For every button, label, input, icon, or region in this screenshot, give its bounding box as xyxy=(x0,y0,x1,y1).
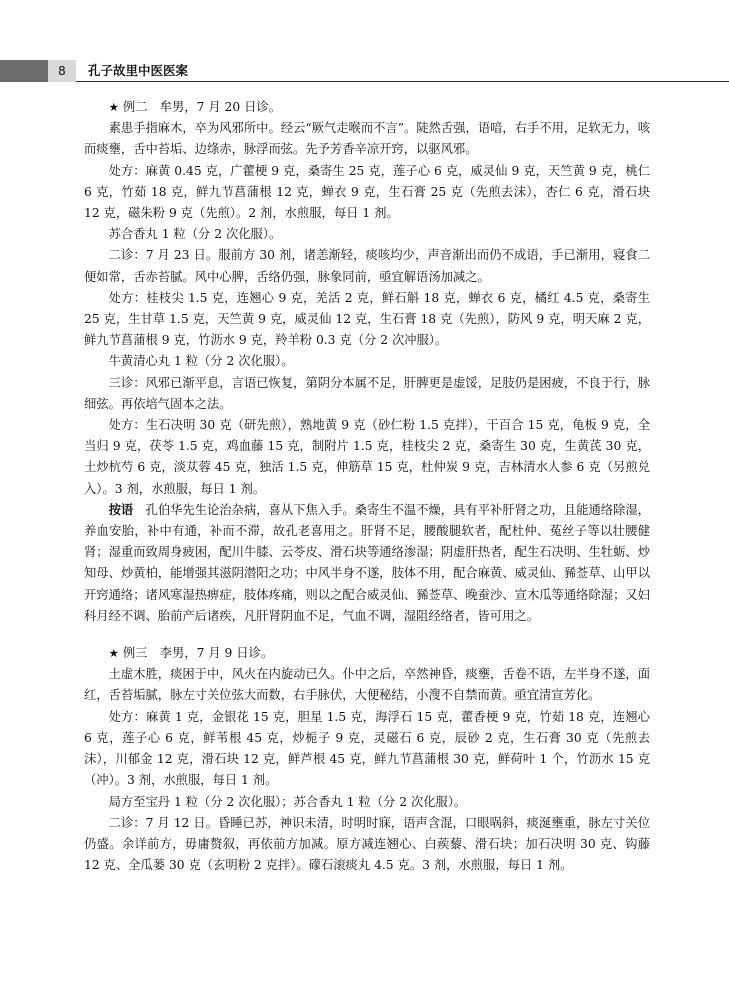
header-band xyxy=(0,60,48,82)
case-2-paragraph: 素患手指麻木，卒为风邪所中。经云“厥气走喉而不言”。陡然舌强，语喑，右手不用，足软无力，咳而痰壅，舌中苔垢、边绦赤，脉浮而弦。先予芳香辛凉开窍，以驱风邪。 xyxy=(84,121,650,157)
case-2-paragraph: 处方：生石决明 30 克（研先煎），熟地黄 9 克（砂仁粉 1.5 克拌），干百合 15 克，龟板 9 克，全当归 9 克，茯苓 1.5 克，鸡血藤 15 克，制附片 1.5 克，桂枝尖 2 克，桑寄生 30 克，生黄芪 30 克，土炒杭芍 6 克，淡苁蓉 45 克，独活 1.5 克，伸筋草 15 克，杜仲炭 9 克，吉林清水人参 6 克（另煎兑入）。3 剂，水煎服，每日 1 剂。 xyxy=(84,418,650,496)
commentary-label: 按语 xyxy=(108,502,134,517)
star-icon: ★ xyxy=(108,646,119,661)
header-rule xyxy=(76,81,729,82)
page-body xyxy=(84,97,650,876)
case-3-title xyxy=(84,643,650,664)
case-3-title-text: 例三 李男，7 月 9 日诊。 xyxy=(122,646,274,661)
case-2-paragraph: 处方：桂枝尖 1.5 克，连翘心 9 克，羌活 2 克，鲜石斛 18 克，蝉衣 6 克，橘红 4.5 克，桑寄生 25 克，生甘草 1.5 克，天竺黄 9 克，威灵仙 12 克，生石膏 18 克（先煎），防风 9 克，明天麻 2 克，鲜九节菖蒲根 9 克，竹沥水 9 克，羚羊粉 0.3 克（分 2 次冲服）。 xyxy=(84,290,650,348)
case-3-paragraph: 处方：麻黄 1 克，金银花 15 克，胆星 1.5 克，海浮石 15 克，藿香梗 9 克，竹茹 18 克，连翘心 6 克，莲子心 6 克，鲜苇根 45 克，炒栀子 9 克，灵磁石 6 克，辰砂 2 克，生石膏 30 克（先煎去沫），川郁金 12 克，滑石块 12 克，鲜芦根 45 克，鲜九节菖蒲根 30 克，鲜荷叶 1 个，竹沥水 15 克（冲）。3 剂，水煎服，每日 1 剂。 xyxy=(84,709,650,788)
running-title: 孔子故里中医医案 xyxy=(88,63,189,78)
case-2-paragraph: 处方：麻黄 0.45 克，广藿梗 9 克，桑寄生 25 克，莲子心 6 克，威灵仙 9 克，天竺黄 9 克，桃仁 6 克，竹茹 18 克，鲜九节菖蒲根 12 克，蝉衣 9 克，生石膏 25 克（先煎去沫），杏仁 6 克，滑石块 12 克，磁朱粉 9 克（先煎）。2 剂，水煎服，每日 1 剂。 xyxy=(84,163,650,221)
case-2-paragraph: 苏合香丸 1 粒（分 2 次化服）。 xyxy=(108,227,282,242)
case-2-paragraph: 三诊：风邪已渐平息，言语已恢复，第阴分本属不足，肝脾更是虚馁，足肢仍是困疲，不良于行，脉细弦。再依培气固本之法。 xyxy=(84,375,650,411)
case-2-paragraph: 二诊：7 月 23 日。服前方 30 剂，诸恙渐轻，痰咳均少，声音渐出而仍不成语，手已渐用，寝食二便如常，舌赤苔腻。风中心脾，舌络仍强，脉象同前，亟宜解语汤加减之。 xyxy=(84,248,650,284)
section-gap xyxy=(84,627,650,643)
commentary-text: 孔伯华先生论治杂病，喜从下焦入手。桑寄生不温不燥，具有平补肝肾之功，且能通络除湿，养血安胎，补中有通，补而不滞，故孔老喜用之。肝肾不足，腰酸腿软者，配杜仲、菟丝子等以壮腰健肾；湿重而致周身疲困，配川牛膝、云苓皮、滑石块等通络渗湿；阴虚肝热者，配生石决明、生牡蛎、炒知母、炒黄柏，能增强其滋阴潜阳之功；中风半身不遂，肢体不用，配合麻黄、威灵仙、豨莶草、山甲以开窍通络；诸风寒湿热痹症，肢体疼痛，则以之配合威灵仙、豨莶草、晚蚕沙、宣木瓜等通络除湿；又妇科月经不调、胎前产后诸疾，凡肝肾阴血不足，气血不调，湿阻经络者，皆可用之。 xyxy=(84,502,650,623)
star-icon: ★ xyxy=(108,100,119,114)
case-2-title-text: 例二 牟男，7 月 20 日诊。 xyxy=(122,100,281,114)
case-3-paragraph: 二诊：7 月 12 日。昏睡已苏，神识未清，时明时寐，语声含混，口眼㖞斜，痰涎壅重，脉左寸关位仍盛。余详前方，毋庸赘叙，再依前方加减。原方减连翘心、白蒺藜、滑石块；加石决明 30 克、钩藤 12 克、全瓜蒌 30 克（玄明粉 2 克拌）。礞石滚痰丸 4.5 克。3 剂，水煎服，每日 1 剂。 xyxy=(84,815,650,873)
page-header xyxy=(0,60,729,82)
case-2-paragraph: 牛黄清心丸 1 粒（分 2 次化服）。 xyxy=(108,354,294,369)
commentary xyxy=(84,500,650,627)
case-2-title xyxy=(84,97,650,118)
case-3-paragraph: 土虚木胜，痰困于中，风火在内旋动已久。仆中之后，卒然神昏，痰壅，舌卷不语，左半身不遂，面红，舌苔垢腻，脉左寸关位弦大而数，右手脉伏，大便秘结，小溲不自禁而黄。亟宜清宣芳化。 xyxy=(84,667,650,703)
page-number: 8 xyxy=(48,60,76,82)
case-3-paragraph: 局方至宝丹 1 粒（分 2 次化服）；苏合香丸 1 粒（分 2 次化服）。 xyxy=(108,794,467,809)
